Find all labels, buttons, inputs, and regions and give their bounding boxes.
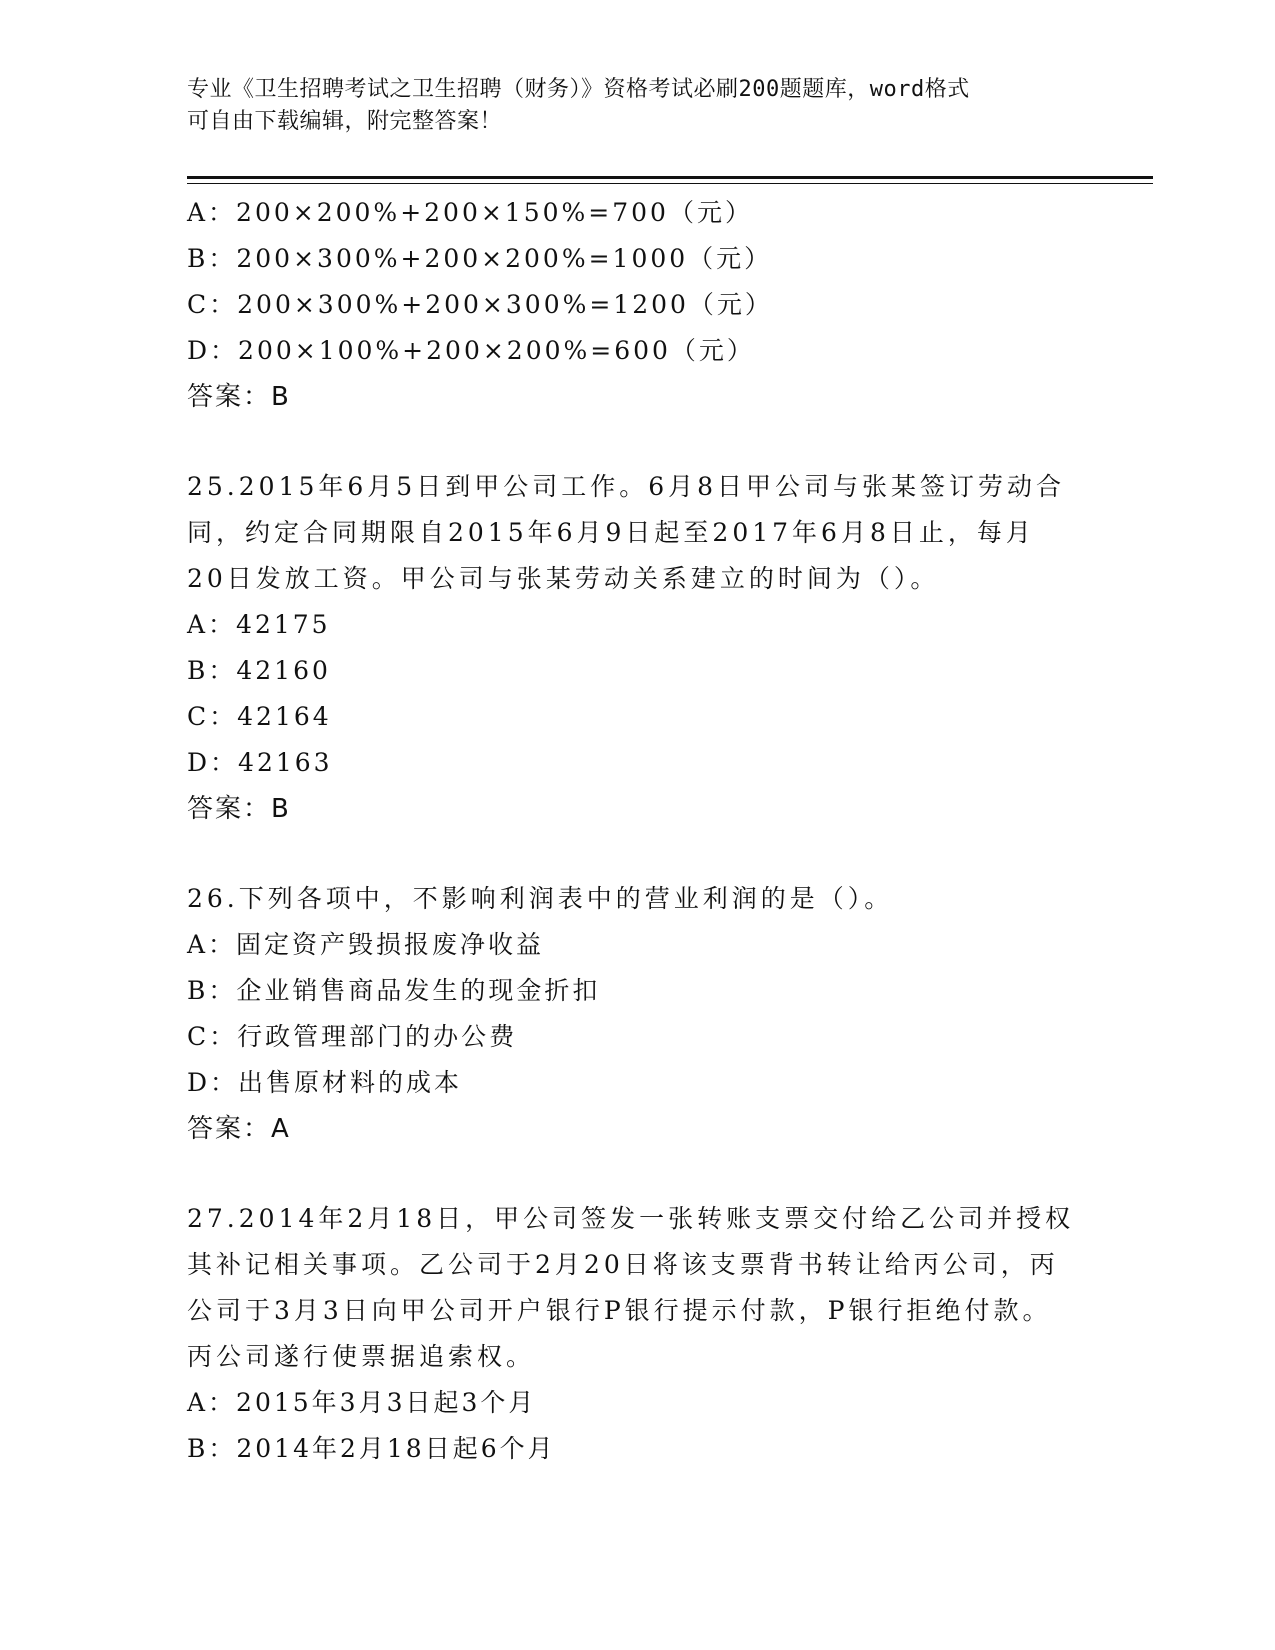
stem-line: 丙公司遂行使票据追索权。 <box>187 1342 536 1371</box>
option-b: B：42160 <box>187 656 331 685</box>
document-header <box>187 74 1087 138</box>
spacer <box>187 1152 1087 1196</box>
header-line-1: 专业《卫生招聘考试之卫生招聘（财务）》资格考试必刷200题题库，word格式 <box>187 77 970 102</box>
stem-line: 同，约定合同期限自2015年6月9日起至2017年6月8日止，每月 <box>187 518 1035 547</box>
option-d: D：200×100%+200×200%=600（元） <box>187 336 755 365</box>
header-line-2: 可自由下载编辑，附完整答案！ <box>187 109 503 134</box>
option-b: B：200×300%+200×200%=1000（元） <box>187 244 773 273</box>
header-divider-thick <box>187 176 1153 179</box>
question-24 <box>187 190 1087 420</box>
question-list <box>187 190 1087 1472</box>
option-a: A：200×200%+200×150%=700（元） <box>187 198 753 227</box>
question-stem <box>187 464 1067 602</box>
question-27 <box>187 1196 1087 1472</box>
answer: 答案：A <box>187 1114 291 1144</box>
stem-line: 25.2015年6月5日到甲公司工作。6月8日甲公司与张某签订劳动合 <box>187 472 1066 501</box>
question-26 <box>187 876 1087 1152</box>
answer: 答案：B <box>187 794 291 824</box>
option-d: D：42163 <box>187 748 333 777</box>
option-a: A：固定资产毁损报废净收益 <box>187 930 545 959</box>
option-b: B：2014年2月18日起6个月 <box>187 1434 556 1463</box>
spacer <box>187 832 1087 876</box>
stem-line: 公司于3月3日向甲公司开户银行P银行提示付款，P银行拒绝付款。 <box>187 1296 1052 1325</box>
option-c: C：42164 <box>187 702 332 731</box>
option-a: A：2015年3月3日起3个月 <box>187 1388 537 1417</box>
option-c: C：行政管理部门的办公费 <box>187 1022 518 1051</box>
stem-line: 20日发放工资。甲公司与张某劳动关系建立的时间为（）。 <box>187 564 940 593</box>
answer: 答案：B <box>187 382 291 412</box>
option-c: C：200×300%+200×300%=1200（元） <box>187 290 773 319</box>
question-stem <box>187 876 1067 922</box>
option-d: D：出售原材料的成本 <box>187 1068 463 1097</box>
stem-line: 其补记相关事项。乙公司于2月20日将该支票背书转让给丙公司，丙 <box>187 1250 1059 1279</box>
spacer <box>187 420 1087 464</box>
option-b: B：企业销售商品发生的现金折扣 <box>187 976 601 1005</box>
stem-line: 27.2014年2月18日，甲公司签发一张转账支票交付给乙公司并授权 <box>187 1204 1075 1233</box>
stem-line: 26.下列各项中，不影响利润表中的营业利润的是（）。 <box>187 884 894 913</box>
option-a: A：42175 <box>187 610 331 639</box>
header-divider-thin <box>187 183 1153 184</box>
question-25 <box>187 464 1087 832</box>
question-stem <box>187 1196 1075 1380</box>
